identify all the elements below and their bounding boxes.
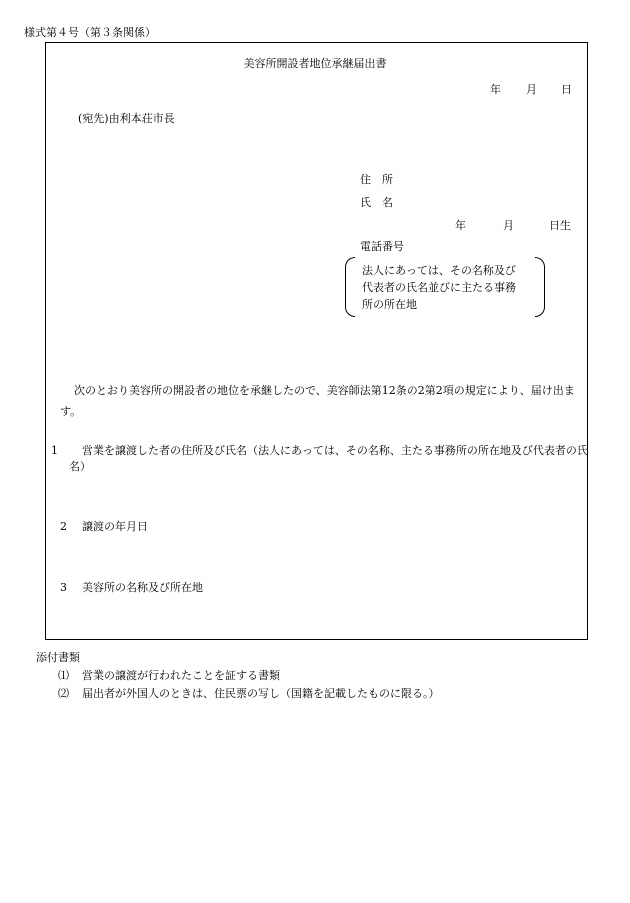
item-1-text: 営業を譲渡した者の住所及び氏名（法人にあっては、その名称、主たる事務所の所在地及び代表者の氏名） xyxy=(69,444,588,473)
date-day-label: 日 xyxy=(561,83,572,96)
attachment-1-text: 営業の譲渡が行われたことを証する書類 xyxy=(82,669,280,682)
item-2 xyxy=(60,520,585,535)
form-number-label: 様式第４号（第３条関係） xyxy=(24,26,156,39)
phone-label: 電話番号 xyxy=(360,240,404,253)
item-3 xyxy=(60,581,585,596)
addressee: (宛先)由利本荘市長 xyxy=(78,112,175,125)
item-2-number: 2 xyxy=(60,520,67,533)
attachment-2-number: ⑵ xyxy=(58,687,69,700)
document-title: 美容所開設者地位承継届出書 xyxy=(243,57,387,70)
address-label: 住 所 xyxy=(360,173,393,186)
item-3-text: 美容所の名称及び所在地 xyxy=(82,581,203,594)
attachment-1-number: ⑴ xyxy=(58,669,69,682)
right-bracket xyxy=(535,257,545,317)
item-3-number: 3 xyxy=(60,581,67,594)
name-label: 氏 名 xyxy=(360,196,393,209)
attachments-title: 添付書類 xyxy=(36,651,80,664)
birth-year-label: 年 xyxy=(455,219,466,232)
corporate-note: 法人にあっては、その名称及び代表者の氏名並びに主たる事務所の所在地 xyxy=(362,264,516,311)
attachment-2-text: 届出者が外国人のときは、住民票の写し（国籍を記載したものに限る。） xyxy=(82,687,440,700)
date-month-label: 月 xyxy=(526,83,537,96)
attachment-1 xyxy=(58,669,280,684)
left-bracket xyxy=(345,257,355,317)
date-year-label: 年 xyxy=(490,83,501,96)
form-frame xyxy=(45,42,588,640)
item-1-number: 1 xyxy=(51,444,58,457)
birth-day-label: 日生 xyxy=(549,219,571,232)
declaration-text: 次のとおり美容所の開設者の地位を承継したので、美容師法第12条の2第2項の規定により、届け出ます。 xyxy=(60,384,575,418)
item-2-text: 譲渡の年月日 xyxy=(82,520,148,533)
attachment-2 xyxy=(58,687,440,702)
item-1 xyxy=(51,443,594,475)
birth-month-label: 月 xyxy=(503,219,514,232)
